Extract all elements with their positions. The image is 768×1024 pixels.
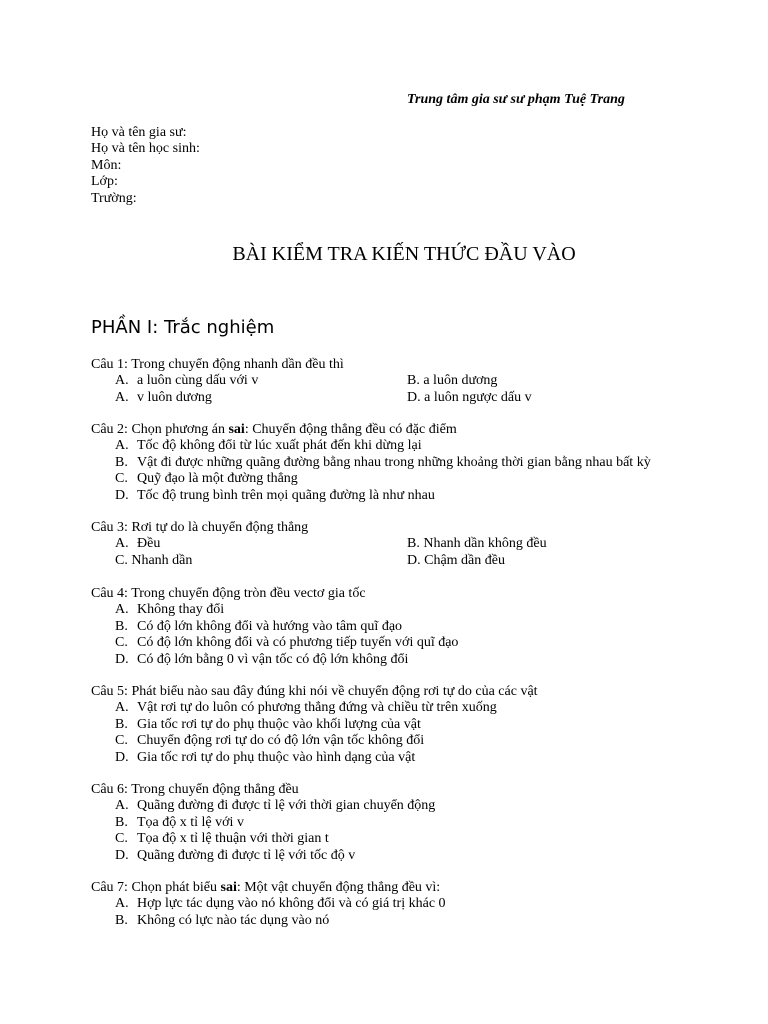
question-1	[91, 357, 741, 406]
question-3	[91, 520, 741, 569]
question-stem: Câu 1: Trong chuyển động nhanh dần đều thì	[91, 357, 344, 372]
question-stem: Câu 3: Rơi tự do là chuyển động thẳng	[91, 520, 309, 535]
section-heading: PHẦN I: Trắc nghiệm	[91, 317, 275, 338]
option-text: D. a luôn ngược dấu v	[407, 389, 532, 405]
student-name-line: Họ và tên học sinh:	[91, 141, 200, 157]
question-stem: Câu 5: Phát biểu nào sau đây đúng khi nói về chuyển động rơi tự do của các vật	[91, 684, 538, 699]
option-row: B. Vật đi được những quãng đường bằng nhau trong những khoảng thời gian bằng nhau bất kỳ	[115, 454, 651, 470]
question-5	[91, 684, 741, 766]
question-2	[91, 422, 741, 504]
school-line: Trường:	[91, 190, 137, 206]
question-stem: Câu 4: Trong chuyển động tròn đều vectơ gia tốc	[91, 586, 366, 601]
option-row	[91, 553, 741, 569]
option-row: B. Có độ lớn không đổi và hướng vào tâm quĩ đạo	[115, 618, 403, 634]
subject-line: Môn:	[91, 157, 122, 173]
option-letter: A.	[115, 389, 129, 405]
option-row: D. Quãng đường đi được tỉ lệ với tốc độ v	[115, 847, 356, 863]
option-row	[91, 390, 741, 406]
question-stem: Câu 2: Chọn phương án sai: Chuyển động thẳng đều có đặc điểm	[91, 422, 457, 437]
question-7	[91, 880, 741, 929]
option-row: C. Có độ lớn không đổi và có phương tiếp tuyến với quĩ đạo	[115, 635, 459, 651]
option-text: Đều	[137, 536, 161, 552]
option-row: B. Tọa độ x tỉ lệ với v	[115, 814, 244, 830]
option-row: C. Quỹ đạo là một đường thẳng	[115, 471, 298, 487]
option-row: B. Gia tốc rơi tự do phụ thuộc vào khối lượng của vật	[115, 716, 421, 732]
option-row: A. Không thay đổi	[115, 602, 225, 618]
option-text: v luôn dương	[137, 389, 212, 405]
option-row: A. Hợp lực tác dụng vào nó không đổi và có giá trị khác 0	[115, 896, 446, 912]
option-text: B. Nhanh dần không đều	[407, 536, 547, 552]
option-letter: A.	[115, 373, 129, 389]
class-line: Lớp:	[91, 174, 118, 190]
option-row: D. Tốc độ trung bình trên mọi quãng đường là như nhau	[115, 487, 435, 503]
center-name-header: Trung tâm gia sư sư phạm Tuệ Trang	[407, 92, 625, 107]
option-text: C. Nhanh dần	[115, 552, 193, 568]
option-text: B. a luôn dương	[407, 373, 498, 389]
option-row: A. Tốc độ không đổi từ lúc xuất phát đến khi dừng lại	[115, 438, 422, 454]
option-row: D. Có độ lớn bằng 0 vì vận tốc có độ lớn không đổi	[115, 651, 409, 667]
option-text: D. Chậm dần đều	[407, 552, 505, 568]
option-row: B. Không có lực nào tác dụng vào nó	[115, 912, 330, 928]
question-stem: Câu 6: Trong chuyển động thẳng đều	[91, 782, 299, 797]
option-row: A. Quãng đường đi được tỉ lệ với thời gian chuyển động	[115, 798, 436, 814]
option-row	[91, 536, 741, 552]
option-letter: A.	[115, 536, 129, 552]
question-6	[91, 782, 741, 864]
option-text: a luôn cùng dấu với v	[137, 373, 259, 389]
tutor-name-line: Họ và tên gia sư:	[91, 125, 187, 140]
option-row: C. Chuyển động rơi tự do có độ lớn vận tốc không đổi	[115, 733, 425, 749]
option-row: A. Vật rơi tự do luôn có phương thẳng đứng và chiều từ trên xuống	[115, 700, 497, 716]
option-row: C. Tọa độ x tỉ lệ thuận với thời gian t	[115, 831, 329, 847]
page-title: BÀI KIỂM TRA KIẾN THỨC ĐẦU VÀO	[232, 243, 576, 265]
question-4	[91, 586, 741, 668]
option-row: D. Gia tốc rơi tự do phụ thuộc vào hình dạng của vật	[115, 749, 416, 765]
info-block	[91, 125, 200, 207]
question-stem: Câu 7: Chọn phát biểu sai: Một vật chuyển động thẳng đều vì:	[91, 880, 441, 895]
option-row	[91, 373, 741, 389]
